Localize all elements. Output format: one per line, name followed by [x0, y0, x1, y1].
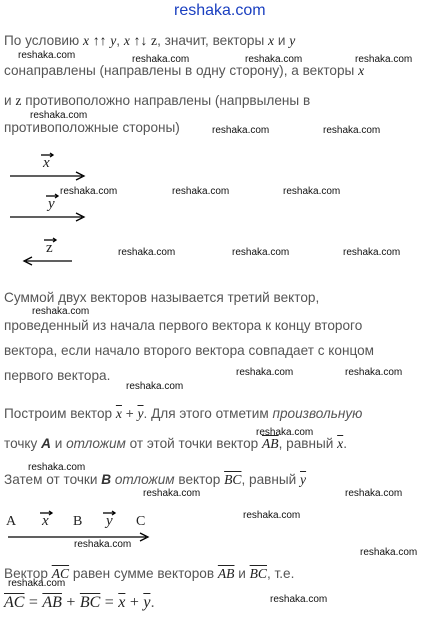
text-segment: и	[238, 566, 246, 581]
vector-bc-label: $\overline{BC}$	[249, 566, 267, 581]
text-segment: и	[277, 33, 286, 48]
vector-bc-label: $\overline{BC}$	[224, 472, 242, 487]
point-b-ref: B	[101, 472, 112, 487]
text-segment: отложим	[66, 436, 126, 451]
site-header: reshaka.com	[174, 2, 266, 19]
watermark: reshaka.com	[283, 186, 341, 197]
vector-z-label: z	[15, 93, 22, 108]
vector-y-label: $\overline{y}$	[137, 406, 144, 421]
definition-line-4: первого вектора.	[4, 368, 111, 383]
text-segment: точку	[4, 436, 38, 451]
diagram-x-label: x	[43, 155, 50, 171]
watermark: reshaka.com	[355, 54, 413, 65]
vector-x-label: x	[83, 33, 90, 48]
text-segment: от этой точки вектор	[129, 436, 259, 451]
text-segment: По условию	[4, 33, 80, 48]
watermark: reshaka.com	[118, 247, 176, 258]
vector-ab-label: $\overline{AB}$	[261, 436, 279, 451]
text-segment: , значит, векторы	[157, 33, 265, 48]
text-segment: равен сумме векторов	[72, 566, 215, 581]
point-c-label: C	[136, 514, 146, 529]
watermark: reshaka.com	[323, 125, 381, 136]
condition-line-1: По условию x ↑↑ y, x ↑↓ z, значит, векторы x и y	[4, 33, 296, 48]
watermark: reshaka.com	[60, 186, 118, 197]
vector-x-label: $\overline{x}$	[115, 406, 122, 421]
vector-x-label: $\overline{x}$	[118, 594, 126, 611]
definition-line-1: Суммой двух векторов называется третий вектор,	[4, 290, 320, 305]
vector-x-label: x	[268, 33, 275, 48]
vector-x-label: x	[358, 63, 365, 78]
vector-x-label: $\overline{x}$	[337, 436, 344, 451]
text-segment: Построим вектор	[4, 406, 113, 421]
plus-symbol: +	[129, 594, 139, 611]
watermark: reshaka.com	[32, 306, 90, 317]
vector-ac-label: $\overline{AC}$	[51, 566, 70, 581]
point-a-label: A	[6, 514, 17, 529]
watermark: reshaka.com	[30, 110, 88, 121]
watermark: reshaka.com	[18, 50, 76, 61]
text-segment: сонаправлены (направлены в одну сторону), а векторы	[4, 63, 355, 78]
point-a-ref: A	[41, 436, 51, 451]
construction-line-1	[4, 406, 362, 422]
text-segment: Вектор	[4, 566, 48, 581]
diagram-x-label: x	[42, 513, 49, 529]
definition-line-2: проведенный из начала первого вектора к концу второго	[4, 318, 363, 333]
equals-symbol: =	[104, 594, 114, 611]
text-segment: , равный	[278, 436, 334, 451]
watermark: reshaka.com	[245, 54, 303, 65]
vector-y-label: $\overline{y}$	[143, 594, 151, 611]
watermark: reshaka.com	[172, 186, 230, 197]
watermark: reshaka.com	[74, 539, 132, 550]
watermark: reshaka.com	[212, 125, 270, 136]
watermark: reshaka.com	[243, 510, 301, 521]
watermark: reshaka.com	[8, 578, 66, 589]
result-equation: $\overline{AC} = \overline{AB} + \overline{BC} = \overline{x} + \overline{y}$.	[4, 594, 155, 611]
plus-symbol: +	[125, 406, 134, 421]
text-segment: и	[4, 93, 12, 108]
watermark: reshaka.com	[132, 54, 190, 65]
watermark: reshaka.com	[256, 427, 314, 438]
vector-bc-label: $\overline{BC}$	[79, 594, 101, 611]
text-segment: , равный	[241, 472, 297, 487]
watermark: reshaka.com	[345, 367, 403, 378]
diagram-y-label: y	[48, 196, 55, 212]
text-segment: и	[54, 436, 63, 451]
antiparallel-symbol: ↑↓	[133, 33, 148, 48]
watermark: reshaka.com	[232, 247, 290, 258]
construction-line-3	[4, 472, 306, 488]
text-segment: противоположно направлены (напрвылены в	[25, 93, 311, 108]
text-segment: отложим	[114, 472, 175, 487]
vector-ab-label: $\overline{AB}$	[217, 566, 235, 581]
watermark: reshaka.com	[360, 547, 418, 558]
watermark: reshaka.com	[345, 488, 403, 499]
diagram-z-label: z	[46, 240, 53, 256]
condition-line-4: противоположные стороны)	[4, 120, 180, 135]
text-segment: Затем от точки	[4, 472, 98, 487]
parallel-symbol: ↑↑	[92, 33, 107, 48]
text-segment: . Для этого отметим	[143, 406, 269, 421]
definition-line-3: вектора, если начало второго вектора совпадает с концом	[4, 343, 374, 358]
equals-symbol: =	[28, 594, 38, 611]
vector-y-label: y	[289, 33, 296, 48]
watermark: reshaka.com	[236, 367, 294, 378]
vector-x-label: x	[123, 33, 130, 48]
watermark: reshaka.com	[270, 594, 328, 605]
watermark: reshaka.com	[28, 462, 86, 473]
vector-z-label: z	[151, 33, 158, 48]
vector-y-label: $\overline{y}$	[300, 472, 307, 487]
text-segment: произвольную	[272, 406, 363, 421]
construction-line-2: точку A и отложим от этой точки вектор $\overline{AB}$, равный $\overline{x}$.	[4, 436, 347, 451]
watermark: reshaka.com	[143, 488, 201, 499]
vector-ab-label: $\overline{AB}$	[42, 594, 62, 611]
vector-ac-label: $\overline{AC}$	[4, 594, 25, 611]
text-segment: вектор	[178, 472, 221, 487]
diagram-y-label: y	[106, 513, 113, 529]
watermark: reshaka.com	[343, 247, 401, 258]
watermark: reshaka.com	[126, 381, 184, 392]
plus-symbol: +	[66, 594, 76, 611]
text-segment: , т.е.	[267, 566, 295, 581]
point-b-label: B	[73, 514, 83, 529]
vector-y-label: y	[110, 33, 117, 48]
